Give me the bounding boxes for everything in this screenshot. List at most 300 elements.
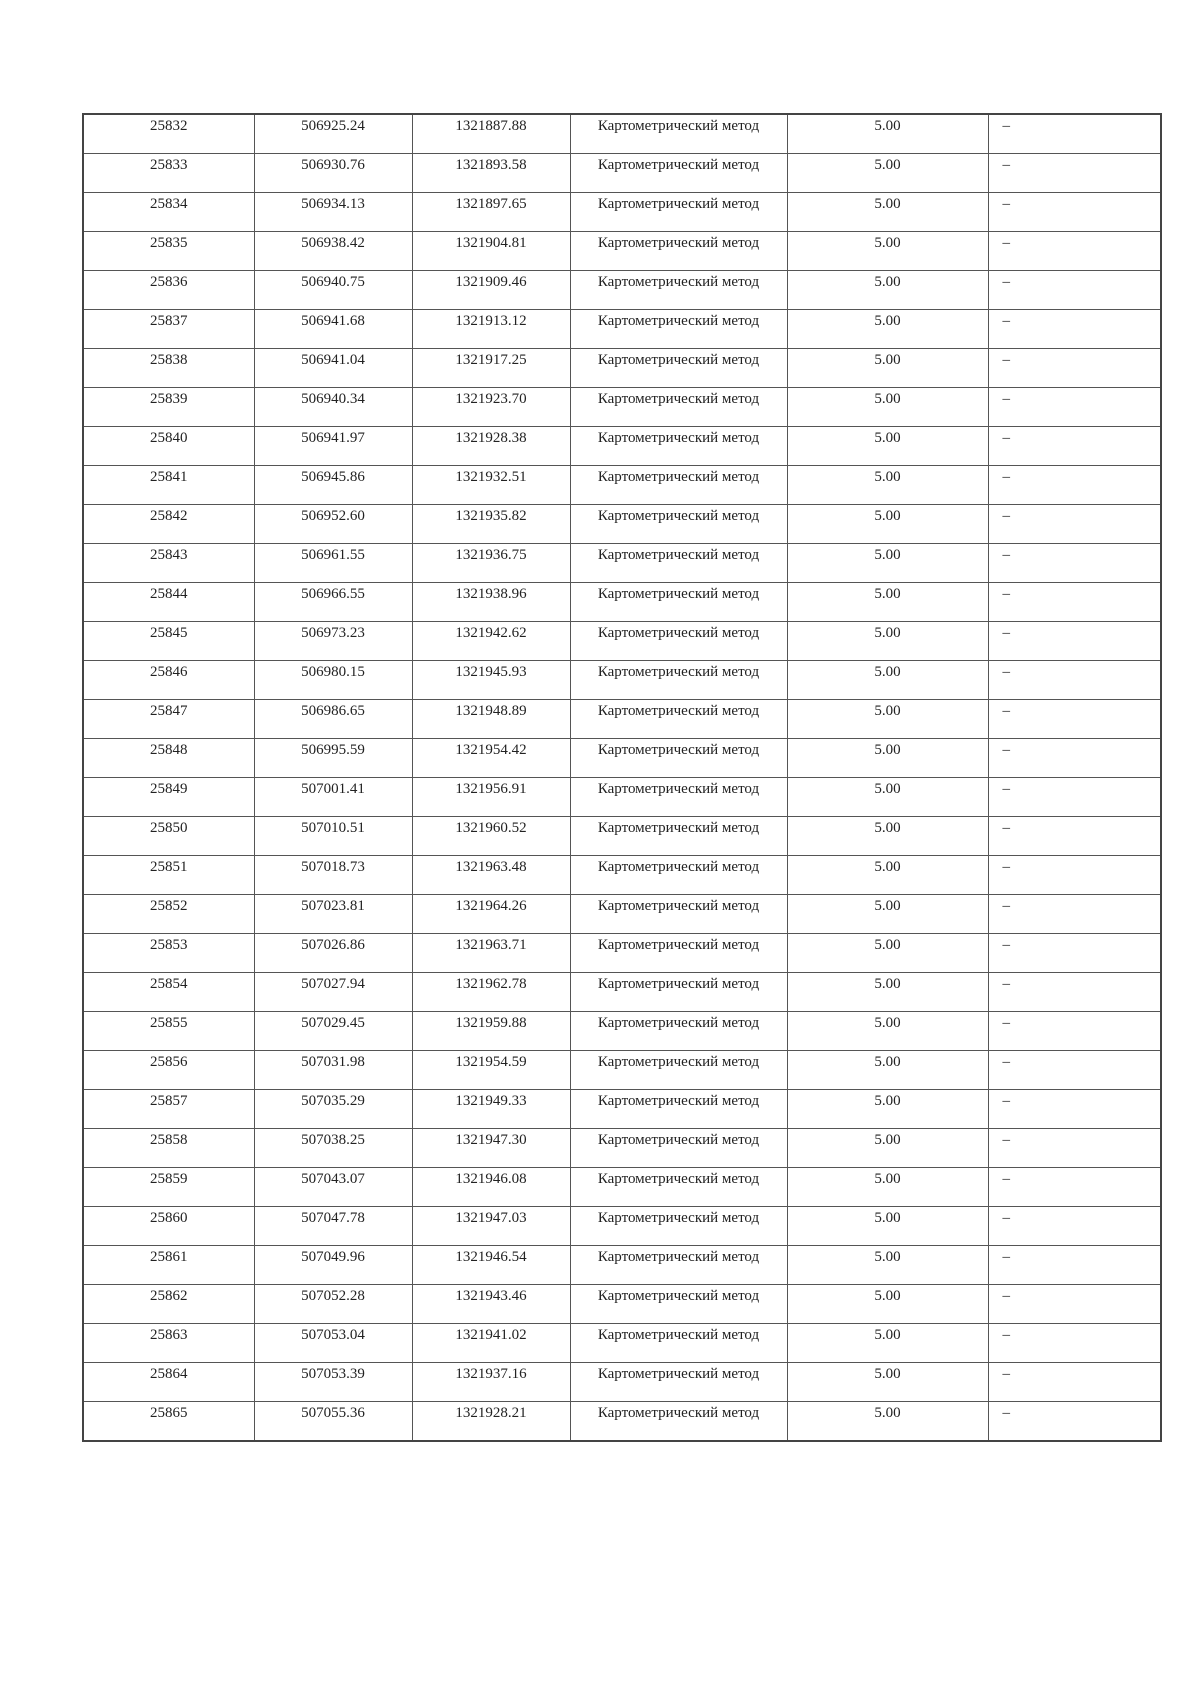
y-coordinate-cell [412,895,570,934]
x-coordinate-cell-text: 507053.04 [301,1327,365,1343]
point-number-cell-text: 25851 [150,859,188,875]
note-cell-text: – [1002,196,1010,212]
accuracy-cell-text: 5.00 [874,391,901,407]
x-coordinate-cell-text: 506986.65 [301,703,365,719]
point-number-cell-text: 25840 [150,430,188,446]
point-number-cell-text: 25837 [150,313,188,329]
table-row [83,505,1161,544]
x-coordinate-cell-text: 507026.86 [301,937,365,953]
accuracy-cell-text: 5.00 [874,430,901,446]
point-number-cell [83,1051,254,1090]
method-cell-text: Картометрический метод [597,157,760,173]
method-cell-text: Картометрический метод [597,1132,760,1148]
note-cell-text: – [1002,1132,1010,1148]
table-row [83,778,1161,817]
method-cell [570,1207,787,1246]
y-coordinate-cell-text: 1321963.71 [455,937,527,953]
x-coordinate-cell [254,193,412,232]
point-number-cell [83,1129,254,1168]
y-coordinate-cell [412,661,570,700]
y-coordinate-cell [412,739,570,778]
method-cell [570,1090,787,1129]
table-row [83,1285,1161,1324]
point-number-cell-text: 25845 [150,625,188,641]
x-coordinate-cell [254,1129,412,1168]
y-coordinate-cell-text: 1321941.02 [455,1327,527,1343]
method-cell [570,154,787,193]
method-cell-text: Картометрический метод [597,664,760,680]
point-number-cell-text: 25863 [150,1327,188,1343]
point-number-cell [83,1207,254,1246]
x-coordinate-cell-text: 507038.25 [301,1132,365,1148]
table-row [83,1168,1161,1207]
x-coordinate-cell [254,739,412,778]
method-cell-text: Картометрический метод [597,196,760,212]
method-cell [570,388,787,427]
accuracy-cell [787,1402,988,1442]
accuracy-cell [787,310,988,349]
y-coordinate-cell [412,1285,570,1324]
note-cell [988,1402,1161,1442]
method-cell [570,1168,787,1207]
note-cell-text: – [1002,859,1010,875]
point-number-cell [83,934,254,973]
point-number-cell-text: 25852 [150,898,188,914]
point-number-cell-text: 25864 [150,1366,188,1382]
x-coordinate-cell-text: 507043.07 [301,1171,365,1187]
y-coordinate-cell-text: 1321928.21 [455,1405,527,1421]
note-cell-text: – [1002,1249,1010,1265]
note-cell-text: – [1002,352,1010,368]
method-cell-text: Картометрический метод [597,430,760,446]
x-coordinate-cell [254,1051,412,1090]
accuracy-cell-text: 5.00 [874,352,901,368]
note-cell-text: – [1002,547,1010,563]
point-number-cell-text: 25843 [150,547,188,563]
method-cell [570,349,787,388]
table-row [83,973,1161,1012]
accuracy-cell-text: 5.00 [874,235,901,251]
note-cell [988,544,1161,583]
note-cell [988,466,1161,505]
method-cell [570,232,787,271]
point-number-cell [83,661,254,700]
note-cell [988,934,1161,973]
note-cell-text: – [1002,742,1010,758]
note-cell [988,232,1161,271]
y-coordinate-cell [412,427,570,466]
y-coordinate-cell [412,778,570,817]
y-coordinate-cell-text: 1321893.58 [455,157,527,173]
x-coordinate-cell [254,544,412,583]
accuracy-cell [787,1129,988,1168]
x-coordinate-cell-text: 506940.75 [301,274,365,290]
method-cell [570,856,787,895]
point-number-cell-text: 25836 [150,274,188,290]
method-cell [570,1012,787,1051]
note-cell-text: – [1002,898,1010,914]
x-coordinate-cell [254,1324,412,1363]
x-coordinate-cell [254,1207,412,1246]
x-coordinate-cell-text: 507029.45 [301,1015,365,1031]
x-coordinate-cell [254,700,412,739]
table-row [83,1363,1161,1402]
accuracy-cell [787,817,988,856]
point-number-cell [83,544,254,583]
note-cell-text: – [1002,235,1010,251]
method-cell [570,1363,787,1402]
point-number-cell-text: 25858 [150,1132,188,1148]
x-coordinate-cell-text: 506941.04 [301,352,365,368]
note-cell-text: – [1002,820,1010,836]
accuracy-cell-text: 5.00 [874,1171,901,1187]
accuracy-cell-text: 5.00 [874,703,901,719]
method-cell [570,1285,787,1324]
method-cell-text: Картометрический метод [597,781,760,797]
note-cell-text: – [1002,781,1010,797]
note-cell [988,193,1161,232]
table-row [83,1051,1161,1090]
method-cell-text: Картометрический метод [597,508,760,524]
note-cell-text: – [1002,1171,1010,1187]
accuracy-cell-text: 5.00 [874,1132,901,1148]
method-cell-text: Картометрический метод [597,586,760,602]
accuracy-cell [787,154,988,193]
accuracy-cell [787,1246,988,1285]
x-coordinate-cell-text: 506952.60 [301,508,365,524]
accuracy-cell-text: 5.00 [874,547,901,563]
note-cell-text: – [1002,1054,1010,1070]
accuracy-cell-text: 5.00 [874,1366,901,1382]
y-coordinate-cell-text: 1321959.88 [455,1015,527,1031]
x-coordinate-cell-text: 506941.68 [301,313,365,329]
y-coordinate-cell-text: 1321909.46 [455,274,527,290]
x-coordinate-cell-text: 506980.15 [301,664,365,680]
point-number-cell-text: 25833 [150,157,188,173]
method-cell [570,1324,787,1363]
method-cell-text: Картометрический метод [597,469,760,485]
note-cell [988,114,1161,154]
note-cell-text: – [1002,118,1010,134]
x-coordinate-cell [254,1363,412,1402]
x-coordinate-cell [254,1246,412,1285]
x-coordinate-cell [254,856,412,895]
method-cell-text: Картометрический метод [597,352,760,368]
note-cell [988,739,1161,778]
y-coordinate-cell [412,310,570,349]
method-cell-text: Картометрический метод [597,1249,760,1265]
y-coordinate-cell-text: 1321947.03 [455,1210,527,1226]
accuracy-cell-text: 5.00 [874,508,901,524]
method-cell-text: Картометрический метод [597,1366,760,1382]
method-cell-text: Картометрический метод [597,898,760,914]
point-number-cell-text: 25839 [150,391,188,407]
method-cell-text: Картометрический метод [597,820,760,836]
point-number-cell [83,1168,254,1207]
y-coordinate-cell [412,1246,570,1285]
point-number-cell-text: 25835 [150,235,188,251]
accuracy-cell-text: 5.00 [874,196,901,212]
method-cell [570,1129,787,1168]
method-cell-text: Картометрический метод [597,625,760,641]
note-cell-text: – [1002,313,1010,329]
point-number-cell [83,1012,254,1051]
method-cell-text: Картометрический метод [597,1288,760,1304]
method-cell [570,114,787,154]
point-number-cell [83,466,254,505]
x-coordinate-cell-text: 506938.42 [301,235,365,251]
note-cell [988,388,1161,427]
y-coordinate-cell [412,466,570,505]
point-number-cell [83,154,254,193]
accuracy-cell [787,934,988,973]
point-number-cell-text: 25854 [150,976,188,992]
x-coordinate-cell [254,466,412,505]
accuracy-cell [787,973,988,1012]
x-coordinate-cell [254,895,412,934]
method-cell [570,661,787,700]
table-row [83,934,1161,973]
accuracy-cell-text: 5.00 [874,1249,901,1265]
x-coordinate-cell [254,817,412,856]
note-cell-text: – [1002,274,1010,290]
y-coordinate-cell [412,934,570,973]
y-coordinate-cell [412,973,570,1012]
accuracy-cell-text: 5.00 [874,976,901,992]
accuracy-cell [787,466,988,505]
accuracy-cell-text: 5.00 [874,1054,901,1070]
x-coordinate-cell-text: 506945.86 [301,469,365,485]
point-number-cell-text: 25853 [150,937,188,953]
x-coordinate-cell [254,310,412,349]
method-cell-text: Картометрический метод [597,313,760,329]
table-row [83,700,1161,739]
y-coordinate-cell-text: 1321960.52 [455,820,527,836]
note-cell [988,1363,1161,1402]
table-row [83,232,1161,271]
y-coordinate-cell-text: 1321936.75 [455,547,527,563]
x-coordinate-cell-text: 506995.59 [301,742,365,758]
note-cell-text: – [1002,469,1010,485]
point-number-cell-text: 25855 [150,1015,188,1031]
x-coordinate-cell [254,349,412,388]
y-coordinate-cell-text: 1321904.81 [455,235,527,251]
accuracy-cell [787,1207,988,1246]
y-coordinate-cell-text: 1321943.46 [455,1288,527,1304]
x-coordinate-cell [254,1090,412,1129]
table-row [83,310,1161,349]
point-number-cell [83,856,254,895]
method-cell [570,1402,787,1442]
note-cell-text: – [1002,1288,1010,1304]
point-number-cell-text: 25861 [150,1249,188,1265]
method-cell-text: Картометрический метод [597,274,760,290]
table-row [83,1402,1161,1442]
note-cell [988,349,1161,388]
point-number-cell-text: 25850 [150,820,188,836]
y-coordinate-cell [412,700,570,739]
method-cell [570,544,787,583]
y-coordinate-cell-text: 1321945.93 [455,664,527,680]
point-number-cell [83,1363,254,1402]
method-cell [570,934,787,973]
y-coordinate-cell-text: 1321932.51 [455,469,527,485]
point-number-cell-text: 25841 [150,469,188,485]
note-cell-text: – [1002,976,1010,992]
accuracy-cell-text: 5.00 [874,859,901,875]
note-cell [988,973,1161,1012]
point-number-cell [83,895,254,934]
x-coordinate-cell-text: 507035.29 [301,1093,365,1109]
y-coordinate-cell [412,1402,570,1442]
note-cell-text: – [1002,430,1010,446]
y-coordinate-cell [412,1012,570,1051]
point-number-cell-text: 25857 [150,1093,188,1109]
x-coordinate-cell [254,271,412,310]
table-row [83,349,1161,388]
accuracy-cell-text: 5.00 [874,664,901,680]
point-number-cell-text: 25847 [150,703,188,719]
y-coordinate-cell-text: 1321917.25 [455,352,527,368]
method-cell [570,778,787,817]
note-cell [988,1324,1161,1363]
y-coordinate-cell-text: 1321954.59 [455,1054,527,1070]
y-coordinate-cell-text: 1321928.38 [455,430,527,446]
y-coordinate-cell [412,232,570,271]
y-coordinate-cell-text: 1321887.88 [455,118,527,134]
table-row [83,1246,1161,1285]
y-coordinate-cell-text: 1321948.89 [455,703,527,719]
method-cell-text: Картометрический метод [597,937,760,953]
x-coordinate-cell-text: 506930.76 [301,157,365,173]
method-cell [570,973,787,1012]
method-cell [570,271,787,310]
table-row [83,817,1161,856]
table-row [83,1012,1161,1051]
x-coordinate-cell [254,1285,412,1324]
y-coordinate-cell-text: 1321956.91 [455,781,527,797]
note-cell-text: – [1002,937,1010,953]
table-row [83,466,1161,505]
x-coordinate-cell-text: 506973.23 [301,625,365,641]
point-number-cell [83,700,254,739]
y-coordinate-cell-text: 1321897.65 [455,196,527,212]
method-cell-text: Картометрический метод [597,1327,760,1343]
accuracy-cell [787,622,988,661]
accuracy-cell [787,1051,988,1090]
accuracy-cell-text: 5.00 [874,625,901,641]
x-coordinate-cell-text: 507055.36 [301,1405,365,1421]
note-cell [988,778,1161,817]
table-row [83,622,1161,661]
method-cell-text: Картометрический метод [597,976,760,992]
method-cell [570,1246,787,1285]
point-number-cell [83,310,254,349]
x-coordinate-cell-text: 507018.73 [301,859,365,875]
x-coordinate-cell-text: 507010.51 [301,820,365,836]
note-cell-text: – [1002,391,1010,407]
note-cell [988,1129,1161,1168]
table-row [83,1324,1161,1363]
y-coordinate-cell [412,271,570,310]
method-cell [570,193,787,232]
point-number-cell [83,427,254,466]
note-cell [988,1051,1161,1090]
x-coordinate-cell-text: 506966.55 [301,586,365,602]
table-row [83,895,1161,934]
point-number-cell-text: 25859 [150,1171,188,1187]
note-cell [988,700,1161,739]
accuracy-cell [787,232,988,271]
accuracy-cell-text: 5.00 [874,157,901,173]
x-coordinate-cell [254,622,412,661]
accuracy-cell [787,1285,988,1324]
accuracy-cell-text: 5.00 [874,1405,901,1421]
point-number-cell [83,583,254,622]
x-coordinate-cell [254,1402,412,1442]
y-coordinate-cell [412,349,570,388]
point-number-cell [83,1090,254,1129]
point-number-cell-text: 25834 [150,196,188,212]
accuracy-cell-text: 5.00 [874,781,901,797]
y-coordinate-cell-text: 1321954.42 [455,742,527,758]
method-cell-text: Картометрический метод [597,1054,760,1070]
method-cell-text: Картометрический метод [597,859,760,875]
method-cell [570,583,787,622]
y-coordinate-cell [412,1168,570,1207]
point-number-cell-text: 25848 [150,742,188,758]
point-number-cell [83,1285,254,1324]
point-number-cell [83,817,254,856]
y-coordinate-cell [412,388,570,427]
note-cell [988,1285,1161,1324]
table-row [83,154,1161,193]
method-cell [570,622,787,661]
note-cell-text: – [1002,1210,1010,1226]
x-coordinate-cell [254,934,412,973]
point-number-cell-text: 25860 [150,1210,188,1226]
accuracy-cell [787,700,988,739]
x-coordinate-cell [254,583,412,622]
note-cell-text: – [1002,157,1010,173]
x-coordinate-cell [254,1012,412,1051]
note-cell [988,661,1161,700]
method-cell [570,427,787,466]
y-coordinate-cell [412,505,570,544]
table-row [83,1207,1161,1246]
y-coordinate-cell [412,544,570,583]
x-coordinate-cell-text: 507049.96 [301,1249,365,1265]
point-number-cell-text: 25856 [150,1054,188,1070]
point-number-cell [83,232,254,271]
point-number-cell [83,1246,254,1285]
accuracy-cell [787,1012,988,1051]
table-row [83,544,1161,583]
method-cell-text: Картометрический метод [597,391,760,407]
point-number-cell [83,349,254,388]
note-cell [988,895,1161,934]
table-row [83,193,1161,232]
method-cell [570,895,787,934]
y-coordinate-cell [412,154,570,193]
note-cell-text: – [1002,586,1010,602]
accuracy-cell [787,271,988,310]
y-coordinate-cell [412,583,570,622]
method-cell-text: Картометрический метод [597,118,760,134]
accuracy-cell [787,427,988,466]
y-coordinate-cell-text: 1321963.48 [455,859,527,875]
x-coordinate-cell-text: 506961.55 [301,547,365,563]
